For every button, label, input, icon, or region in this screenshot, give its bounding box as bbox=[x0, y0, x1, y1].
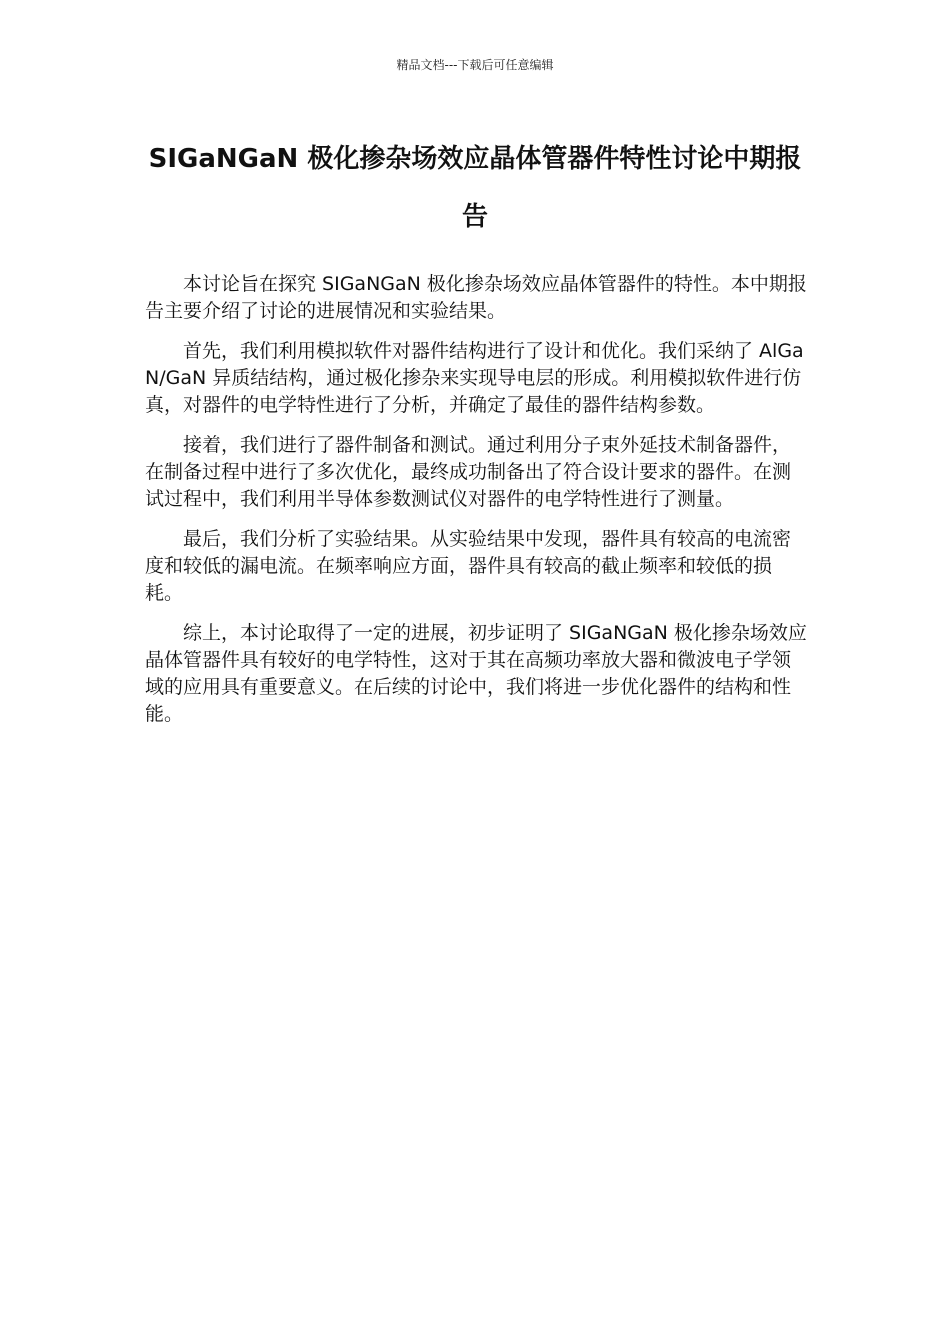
paragraph-fabrication: 接着，我们进行了器件制备和测试。通过利用分子束外延技术制备器件，在制备过程中进行了多次优化，最终成功制备出了符合设计要求的器件。在测试过程中，我们利用半导体参数测试仪对器件的电学特性进行了测量。 bbox=[145, 434, 792, 510]
paragraph-results: 最后，我们分析了实验结果。从实验结果中发现，器件具有较高的电流密度和较低的漏电流。在频率响应方面，器件具有较高的截止频率和较低的损耗。 bbox=[145, 528, 792, 604]
document-title: SIGaNGaN 极化掺杂场效应晶体管器件特性讨论中期报告 bbox=[148, 144, 802, 232]
paragraph-conclusion: 综上，本讨论取得了一定的进展，初步证明了 SIGaNGaN 极化掺杂场效应晶体管器件具有较好的电学特性，这对于其在高频功率放大器和微波电子学领域的应用具有重要意义。在后续的讨论中，我们将进一步优化器件的结构和性能。 bbox=[145, 622, 807, 725]
paragraph-design: 首先，我们利用模拟软件对器件结构进行了设计和优化。我们采纳了 AlGaN/GaN 异质结结构，通过极化掺杂来实现导电层的形成。利用模拟软件进行仿真，对器件的电学特性进行了分析，并确定了最佳的器件结构参数。 bbox=[145, 340, 804, 416]
paragraph-intro: 本讨论旨在探究 SIGaNGaN 极化掺杂场效应晶体管器件的特性。本中期报告主要介绍了讨论的进展情况和实验结果。 bbox=[145, 273, 807, 322]
header-note: 精品文档---下载后可任意编辑 bbox=[396, 58, 554, 72]
document-body bbox=[145, 271, 807, 741]
